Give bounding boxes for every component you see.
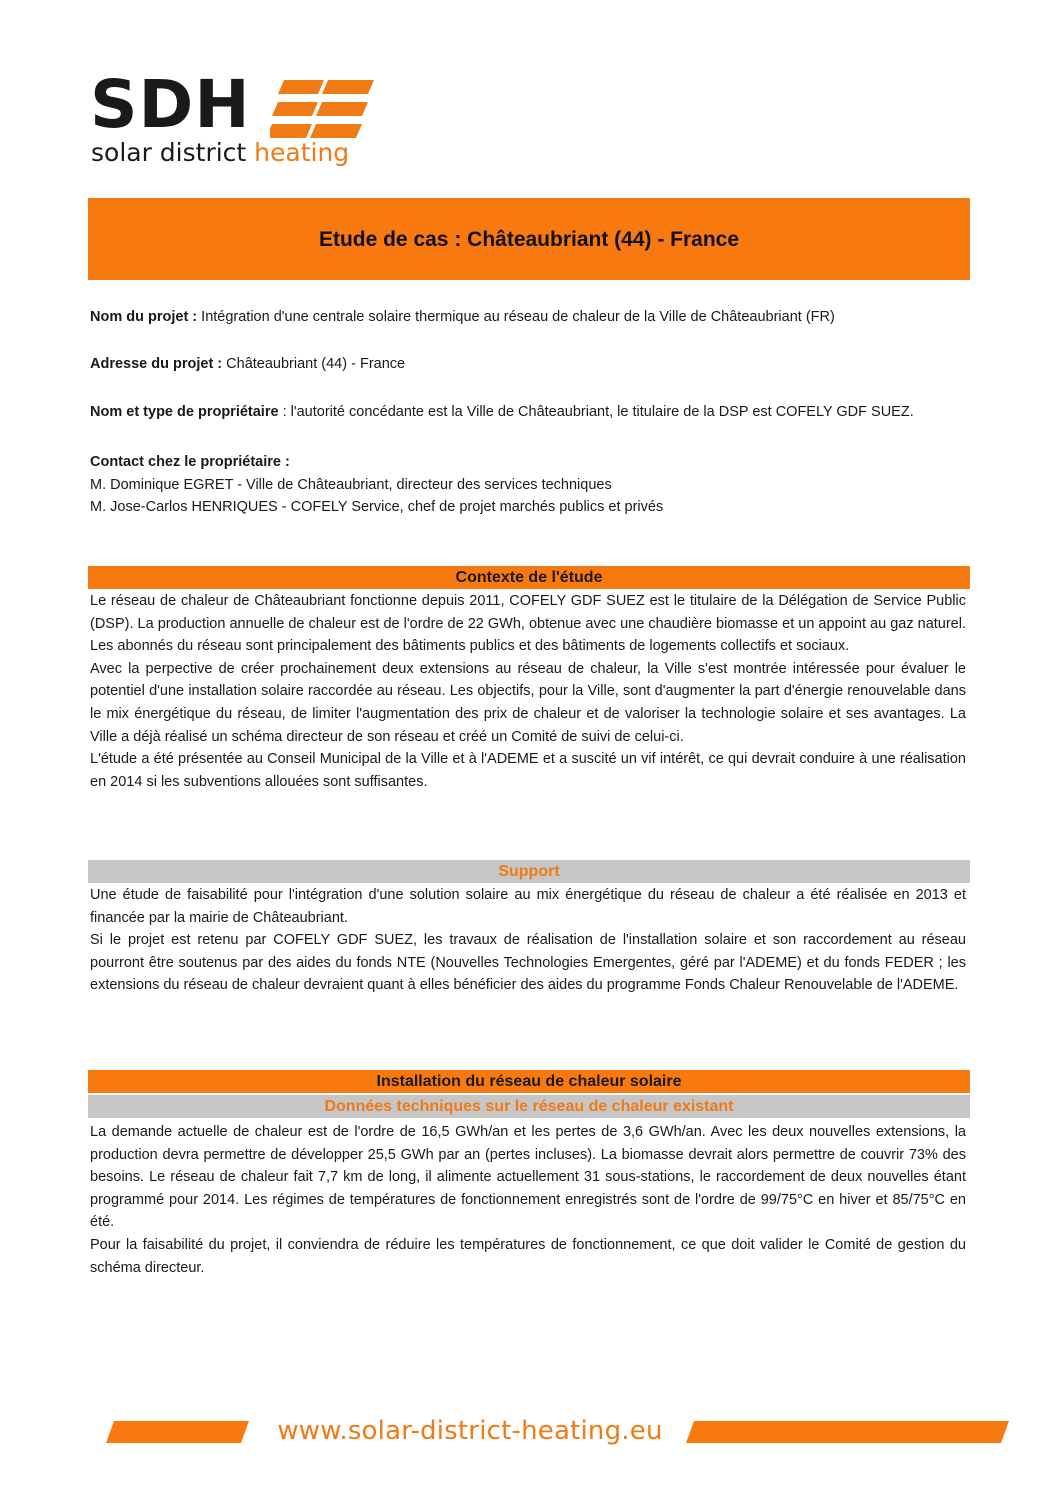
project-address <box>90 353 966 376</box>
project-address-value: Châteaubriant (44) - France <box>222 356 406 372</box>
footer <box>100 1413 1020 1449</box>
paragraph: Avec la perpective de créer prochainement deux extensions au réseau de chaleur, la Ville s'est montrée intéressée pour évaluer le potentiel d'une installation solaire raccordée au réseau. Les objectifs, pour la Ville, sont d'augmenter la part d'énergie renouvelable dans le mix énergétique du réseau, de limiter l'augmentation des prix de chaleur et de valoriser la technologie solaire et ses avantages. La Ville a déjà réalisé un schéma directeur de son réseau et créé un Comité de suivi de celui-ci. <box>90 660 966 745</box>
project-address-label: Adresse du projet : <box>90 356 223 372</box>
paragraph: La demande actuelle de chaleur est de l'ordre de 16,5 GWh/an et les pertes de 3,6 GWh/an. Avec les deux nouvelles extensions, la production devra permettre de développer 25,5 GWh par an (pertes incluses). La biomasse devrait alors permettre de couvrir 73% des besoins. Le réseau de chaleur fait 7,7 km de long, il alimente actuellement 31 sous-stations, le raccordement de deux nouvelles étant programmé pour 2014. Les régimes de températures de fonctionnement enregistrés sont de l'ordre de 99/75°C en hiver et 85/75°C en été. <box>90 1124 966 1231</box>
contact-label: Contact chez le propriétaire : <box>90 454 290 470</box>
logo-tagline <box>91 138 349 168</box>
project-owner-value: : l'autorité concédante est la Ville de Châteaubriant, le titulaire de la DSP est COFELY GDF SUEZ. <box>278 404 914 420</box>
footer-band-right <box>686 1421 1009 1443</box>
contact-item: M. Dominique EGRET - Ville de Châteaubriant, directeur des services techniques <box>90 476 612 493</box>
project-owner-label: Nom et type de propriétaire <box>90 404 279 420</box>
section-heading-installation: Installation du réseau de chaleur solaire <box>88 1070 970 1093</box>
section-body-contexte <box>90 590 966 793</box>
project-name-label: Nom du projet : <box>90 309 198 325</box>
sdh-logo <box>90 66 390 173</box>
section-subheading-donnees: Données techniques sur le réseau de chaleur existant <box>88 1095 970 1118</box>
footer-url[interactable]: www.solar-district-heating.eu <box>277 1416 663 1446</box>
section-heading-support: Support <box>88 860 970 883</box>
title-band <box>88 198 970 280</box>
paragraph: Si le projet est retenu par COFELY GDF SUEZ, les travaux de réalisation de l'installation solaire et son raccordement au réseau pourront être soutenus par des aides du fonds NTE (Nouvelles Technologies Emergentes, géré par l'ADEME) et du fonds FEDER ; les extensions du réseau de chaleur devraient quant à elles bénéficier des aides du programme Fonds Chaleur Renouvelable de l'ADEME. <box>90 932 966 994</box>
footer-band-left <box>106 1421 249 1443</box>
logo-tagline-accent: heating <box>254 138 350 167</box>
logo-stripes-icon <box>270 80 470 142</box>
logo-tagline-main: solar district <box>91 138 255 167</box>
page-title: Etude de cas : Châteaubriant (44) - France <box>318 228 740 251</box>
section-body-support <box>90 884 966 997</box>
paragraph: L'étude a été présentée au Conseil Municipal de la Ville et à l'ADEME et a suscité un vif intérêt, ce qui devrait conduire à une réalisation en 2014 si les subventions allouées sont suffisantes. <box>90 751 966 790</box>
section-heading-contexte: Contexte de l'étude <box>88 566 970 589</box>
paragraph: Une étude de faisabilité pour l'intégration d'une solution solaire au mix énergétique du réseau de chaleur a été réalisée en 2013 et financée par la mairie de Châteaubriant. <box>90 887 966 926</box>
logo-brand: SDH <box>90 66 251 143</box>
paragraph: Pour la faisabilité du projet, il conviendra de réduire les températures de fonctionnement, ce que doit valider le Comité de gestion du schéma directeur. <box>90 1236 966 1276</box>
project-owner <box>90 401 966 424</box>
paragraph: Le réseau de chaleur de Châteaubriant fonctionne depuis 2011, COFELY GDF SUEZ est le titulaire de la Délégation de Service Public (DSP). La production annuelle de chaleur est de l'ordre de 22 GWh, obtenue avec une chaudière biomasse et un appoint au gaz naturel. Les abonnés du réseau sont principalement des bâtiments publics et des bâtiments de logements collectifs et sociaux. <box>90 593 966 655</box>
project-contacts <box>90 451 966 519</box>
project-name-value: Intégration d'une centrale solaire thermique au réseau de chaleur de la Ville de Châteaubriant (FR) <box>197 309 835 325</box>
section-body-installation <box>90 1121 966 1279</box>
project-name <box>90 306 966 329</box>
contact-item: M. Jose-Carlos HENRIQUES - COFELY Service, chef de projet marchés publics et privés <box>90 499 664 516</box>
